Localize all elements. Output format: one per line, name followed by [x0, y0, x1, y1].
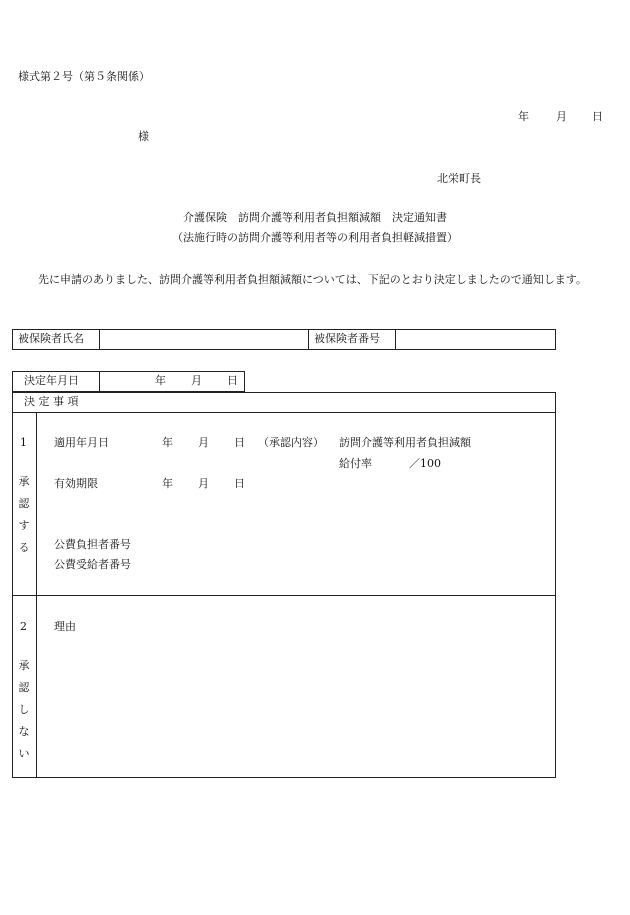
public-payer-number-label: 公費負担者番号: [54, 538, 131, 551]
addressee-honorific: 様: [138, 130, 149, 143]
decision-date-day: 日: [227, 374, 238, 387]
insured-number-label: 被保険者番号: [314, 332, 380, 345]
apply-date-label: 適用年月日: [54, 436, 109, 449]
date-month-label: 月: [556, 110, 567, 123]
valid-period-month: 月: [198, 477, 209, 490]
apply-date-day: 日: [234, 436, 245, 449]
approval-content-label: （承認内容）: [258, 436, 324, 449]
reason-label: 理由: [54, 620, 76, 633]
issuer-name: 北栄町長: [437, 172, 481, 185]
decision-date-label: 決定年月日: [24, 374, 79, 387]
apply-date-month: 月: [198, 436, 209, 449]
decision-date-month: 月: [191, 374, 202, 387]
date-day-label: 日: [592, 110, 603, 123]
approval-content-value: 訪問介護等利用者負担減額: [339, 436, 471, 449]
benefit-rate-label: 給付率: [339, 457, 372, 470]
valid-period-day: 日: [234, 477, 245, 490]
apply-date-year: 年: [162, 436, 173, 449]
decision-items-header: 決 定 事 項: [24, 395, 79, 408]
date-year-label: 年: [518, 110, 529, 123]
approve-section-number: 1: [20, 436, 27, 449]
insured-name-label: 被保険者氏名: [18, 332, 84, 345]
approve-section-label: 承認する: [18, 475, 30, 554]
valid-period-year: 年: [162, 477, 173, 490]
notice-body-text: 先に申請のありました、訪問介護等利用者負担額減額については、下記のとおり決定しましたので通知します。: [38, 273, 587, 286]
decision-date-year: 年: [155, 374, 166, 387]
reject-section-number: 2: [20, 620, 27, 633]
insured-info-table: [12, 329, 556, 350]
benefit-rate-value: ／100: [409, 457, 441, 470]
document-subtitle: （法施行時の訪問介護等利用者等の利用者負担軽減措置）: [172, 231, 458, 244]
document-title: 介護保険 訪問介護等利用者負担額減額 決定通知書: [183, 211, 447, 224]
reject-section-label: 承認しない: [18, 659, 30, 760]
valid-period-label: 有効期限: [54, 477, 98, 490]
public-recipient-number-label: 公費受給者番号: [54, 558, 131, 571]
form-number-label: 様式第２号（第５条関係）: [18, 70, 150, 83]
